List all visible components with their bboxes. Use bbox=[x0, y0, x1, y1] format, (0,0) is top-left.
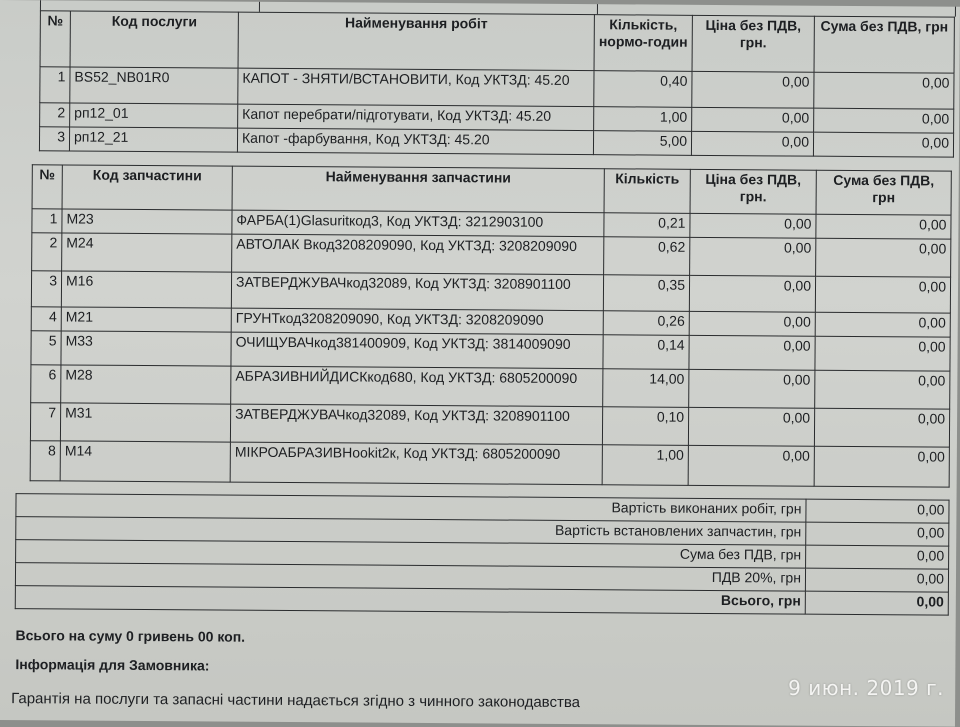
quantity: 1,00 bbox=[602, 445, 688, 486]
service-row bbox=[39, 127, 953, 157]
price: 0,00 bbox=[691, 131, 813, 156]
part-row bbox=[31, 365, 950, 409]
row-number: 1 bbox=[40, 67, 70, 103]
price: 0,00 bbox=[692, 107, 814, 132]
services-table bbox=[39, 10, 955, 157]
row-number: 3 bbox=[39, 127, 69, 151]
sum: 0,00 bbox=[814, 446, 949, 487]
parts-header-row bbox=[32, 165, 951, 215]
part-code: М16 bbox=[61, 271, 231, 308]
quantity: 14,00 bbox=[603, 369, 689, 408]
quantity: 5,00 bbox=[593, 131, 691, 156]
total-value: 0,00 bbox=[806, 522, 949, 546]
header-quantity: Кількість, нормо-годин bbox=[594, 15, 692, 72]
header-sum: Сума без ПДВ, грн bbox=[814, 16, 954, 73]
services-header-row bbox=[40, 11, 954, 73]
sum: 0,00 bbox=[814, 72, 954, 109]
price: 0,00 bbox=[689, 369, 815, 408]
part-name: ЗАТВЕРДЖУВАЧкод32089, Код УКТЗД: 3208901100 bbox=[231, 272, 603, 311]
sum-in-words: Всього на суму 0 гривень 00 коп. bbox=[15, 627, 246, 645]
part-name: МІКРОАБРАЗИВНookit2к, Код УКТЗД: 6805200090 bbox=[230, 442, 602, 485]
work-name: КАПОТ - ЗНЯТИ/ВСТАНОВИТИ, Код УКТЗД: 45.20 bbox=[238, 68, 594, 106]
photo-date-stamp: 9 июн. 2019 г. bbox=[788, 676, 944, 700]
service-code: BS52_NB01R0 bbox=[70, 67, 238, 104]
price: 0,00 bbox=[689, 311, 815, 336]
part-code: М31 bbox=[60, 403, 230, 442]
quantity: 0,40 bbox=[594, 71, 692, 108]
quantity: 0,26 bbox=[603, 311, 689, 336]
row-number: 1 bbox=[32, 209, 62, 233]
part-code: М14 bbox=[60, 441, 230, 482]
total-label: ПДВ 20%, грн bbox=[15, 563, 805, 592]
total-label: Вартість виконаних робіт, грн bbox=[16, 494, 806, 523]
sum: 0,00 bbox=[815, 370, 950, 409]
total-value: 0,00 bbox=[805, 568, 948, 592]
row-number: 3 bbox=[31, 271, 61, 307]
header-number: № bbox=[40, 11, 70, 67]
row-number: 6 bbox=[31, 365, 61, 403]
part-row bbox=[30, 403, 949, 447]
work-name: Капот -фарбування, Код УКТЗД: 45.20 bbox=[237, 128, 593, 154]
header-price: Ціна без ПДВ, грн. bbox=[692, 15, 814, 72]
sum: 0,00 bbox=[815, 336, 950, 371]
sum: 0,00 bbox=[814, 408, 949, 447]
total-label: Сума без ПДВ, грн bbox=[16, 540, 806, 569]
part-name: АБРАЗИВНИЙДИСКкод680, Код УКТЗД: 6805200090 bbox=[231, 366, 603, 407]
sum: 0,00 bbox=[815, 312, 950, 337]
sum: 0,00 bbox=[816, 238, 951, 277]
header-part-name: Найменування запчастини bbox=[232, 166, 604, 213]
service-code: рп12_01 bbox=[70, 103, 238, 128]
header-price: Ціна без ПДВ, грн. bbox=[690, 169, 816, 214]
row-number: 8 bbox=[30, 441, 60, 481]
part-code: М33 bbox=[61, 331, 231, 366]
row-number: 4 bbox=[31, 307, 61, 331]
price: 0,00 bbox=[690, 213, 816, 238]
row-number: 2 bbox=[40, 103, 70, 127]
parts-table bbox=[30, 164, 952, 487]
part-row bbox=[32, 233, 951, 277]
quantity: 0,10 bbox=[602, 407, 688, 446]
row-number: 2 bbox=[32, 233, 62, 271]
total-label: Всього, грн bbox=[15, 586, 805, 615]
header-number: № bbox=[32, 165, 62, 209]
header-quantity: Кількість bbox=[604, 169, 690, 214]
header-work-name: Найменування робіт bbox=[238, 12, 594, 70]
total-value: 0,00 bbox=[805, 591, 948, 615]
total-value: 0,00 bbox=[806, 545, 949, 569]
quantity: 0,35 bbox=[603, 275, 689, 312]
part-name: ГРУНТкод3208209090, Код УКТЗД: 3208209090 bbox=[231, 308, 603, 335]
totals-table bbox=[15, 493, 950, 616]
price: 0,00 bbox=[689, 275, 815, 312]
price: 0,00 bbox=[688, 445, 814, 486]
row-number: 5 bbox=[31, 331, 61, 365]
price: 0,00 bbox=[690, 237, 816, 276]
part-row bbox=[30, 441, 949, 487]
part-code: М28 bbox=[61, 365, 231, 404]
part-name: ЗАТВЕРДЖУВАЧкод32089, Код УКТЗД: 3208901100 bbox=[230, 404, 602, 445]
quantity: 0,21 bbox=[604, 213, 690, 238]
header-sum: Сума без ПДВ, грн bbox=[816, 170, 951, 215]
price: 0,00 bbox=[689, 335, 815, 370]
header-service-code: Код послуги bbox=[70, 11, 238, 68]
part-name: ФАРБА(1)Glasuritкод3, Код УКТЗД: 3212903100 bbox=[232, 210, 604, 237]
sum: 0,00 bbox=[815, 276, 950, 313]
quantity: 1,00 bbox=[594, 107, 692, 132]
guarantee-text: Гарантія на послуги та запасні частини надається згідно з чинного законодавства bbox=[11, 690, 581, 712]
sum: 0,00 bbox=[814, 108, 954, 133]
total-label: Вартість встановлених запчастин, грн bbox=[16, 517, 806, 546]
row-number: 7 bbox=[30, 403, 60, 441]
price: 0,00 bbox=[688, 407, 814, 446]
sum: 0,00 bbox=[816, 214, 951, 239]
part-code: М21 bbox=[61, 307, 231, 332]
part-name: ОЧИЩУВАЧкод381400909, Код УКТЗД: 3814009090 bbox=[231, 332, 603, 369]
total-value: 0,00 bbox=[806, 499, 949, 523]
part-name: АВТОЛАК Вкод3208209090, Код УКТЗД: 3208209090 bbox=[232, 234, 604, 275]
quantity: 0,14 bbox=[603, 335, 689, 370]
quantity: 0,62 bbox=[604, 237, 690, 276]
price: 0,00 bbox=[692, 71, 814, 108]
customer-info-title: Інформація для Замовника: bbox=[15, 656, 210, 674]
part-code: М23 bbox=[62, 209, 232, 234]
header-part-code: Код запчастини bbox=[62, 165, 232, 210]
service-code: рп12_21 bbox=[69, 127, 237, 152]
sum: 0,00 bbox=[813, 132, 953, 157]
part-code: М24 bbox=[62, 233, 232, 272]
work-name: Капот перебрати/підготувати, Код УКТЗД: 45.20 bbox=[238, 104, 594, 130]
